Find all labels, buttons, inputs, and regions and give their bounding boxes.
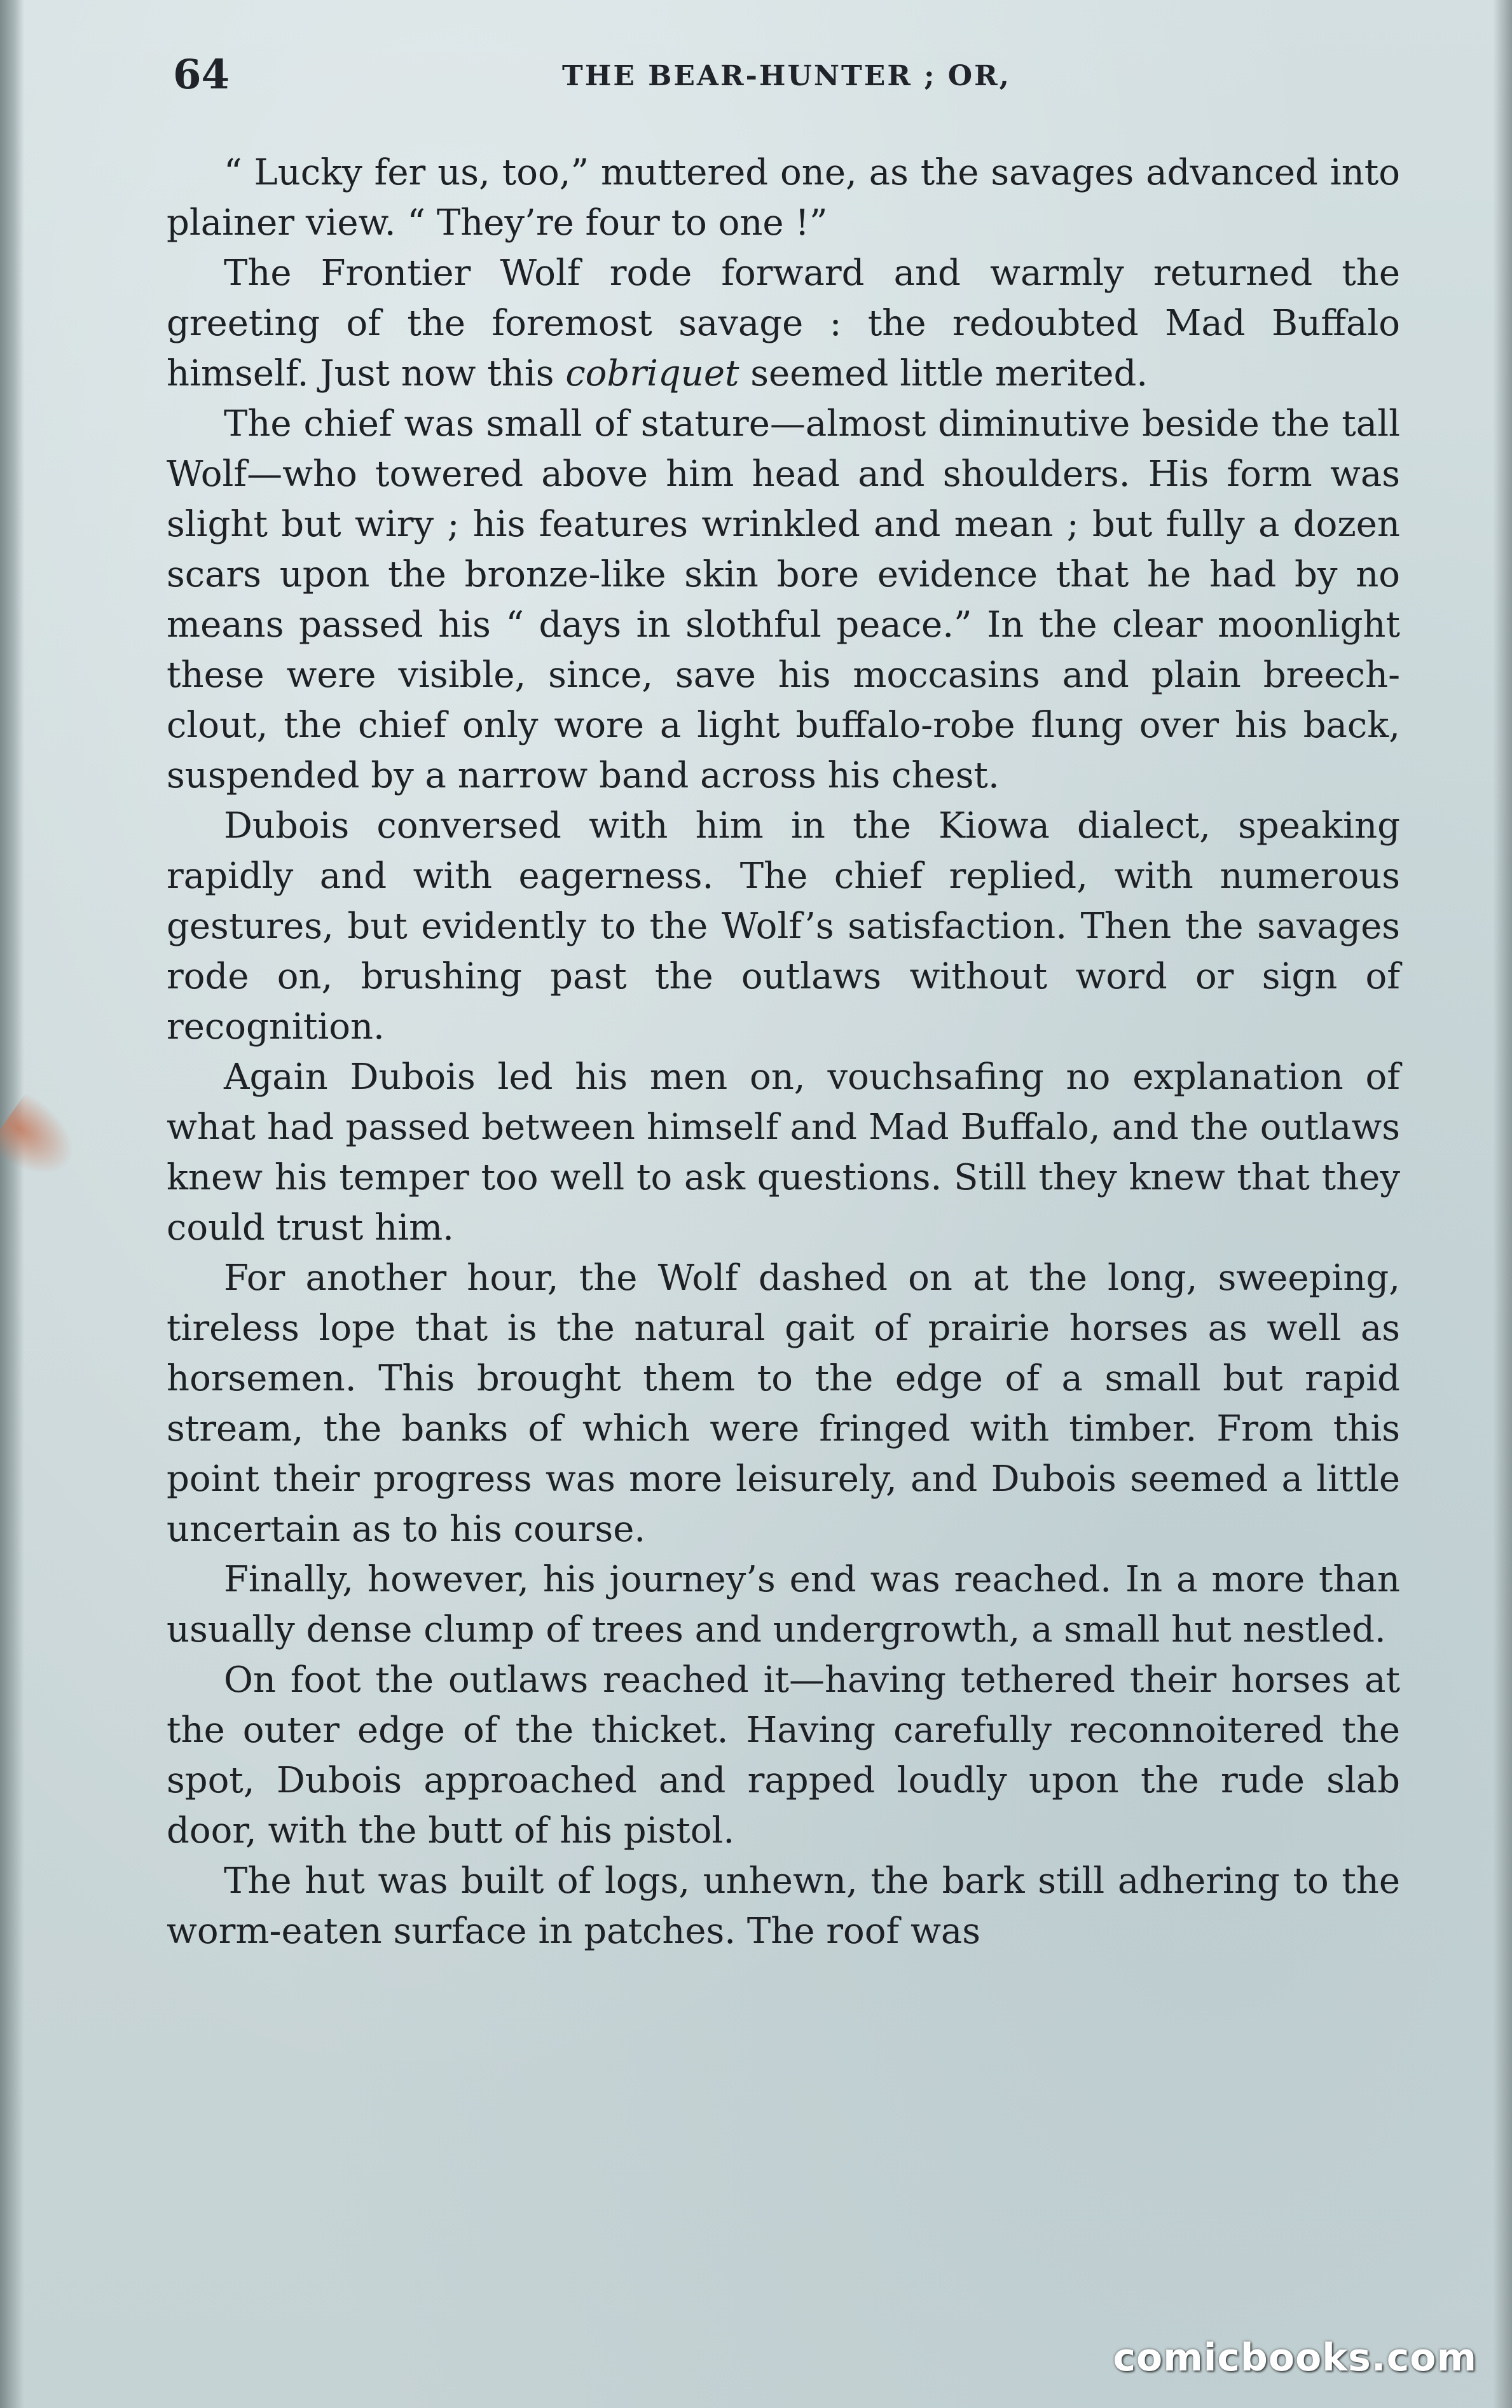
paragraph-3: The chief was small of stature—almost diminutive beside the tall Wolf—who towered above him head and shoulders. His form was slight but wiry ; his features wrinkled and mean ; but fully a dozen scars upon the bronze-like skin bore evidence that he had by no means passed his “ days in slothful peace.” In the clear moonlight these were visible, since, save his moccasins and plain breech-clout, the chief only wore a light buffalo-robe flung over his back, suspended by a narrow band across his chest.: [167, 403, 1400, 796]
running-head: [173, 51, 1400, 108]
running-title: THE BEAR-HUNTER ; OR,: [562, 60, 1011, 92]
body-text: [167, 148, 1400, 1956]
paragraph-8: On foot the outlaws reached it—having tethered their horses at the outer edge of the thicket. Having carefully reconnoitered the spot, Dubois approached and rapped loudly upon the rude slab door, with the butt of his pistol.: [167, 1659, 1400, 1851]
page-right-edge: [1493, 0, 1512, 2408]
paragraph-5: Again Dubois led his men on, vouchsafing no explanation of what had passed between himself and Mad Buffalo, and the outlaws knew his temper too well to ask questions. Still they knew that they could trust him.: [167, 1056, 1400, 1249]
page-number: 64: [173, 51, 230, 99]
paragraph-2-italic-word: cobriquet: [565, 353, 739, 394]
paragraph-1: “ Lucky fer us, too,” muttered one, as the savages advanced into plainer view. “ They’re four to one !”: [167, 152, 1400, 244]
paragraph-6: For another hour, the Wolf dashed on at the long, sweeping, tireless lope that is the natural gait of prairie horses as well as horsemen. This brought them to the edge of a small but rapid stream, the banks of which were fringed with timber. From this point their progress was more leisurely, and Dubois seemed a little uncertain as to his course.: [167, 1257, 1400, 1550]
site-watermark: comicbooks.com: [1113, 2335, 1477, 2380]
paragraph-2-text: The Frontier Wolf rode forward and warmly returned the greeting of the foremost savage : the redoubted Mad Buffalo himself. Just now this: [167, 253, 1400, 394]
paragraph-7: Finally, however, his journey’s end was reached. In a more than usually dense clump of trees and undergrowth, a small hut nestled.: [167, 1559, 1400, 1650]
paragraph-4: Dubois conversed with him in the Kiowa dialect, speaking rapidly and with eagerness. The chief replied, with numerous gestures, but evidently to the Wolf’s satisfaction. Then the savages rode on, brushing past the outlaws without word or sign of recognition.: [167, 805, 1400, 1048]
page-left-edge: [0, 0, 24, 2408]
paragraph-9: The hut was built of logs, unhewn, the bark still adhering to the worm-eaten surface in patches. The roof was: [167, 1860, 1400, 1952]
paragraph-2-tail: seemed little merited.: [750, 353, 1148, 394]
paragraph-2: [167, 248, 1400, 399]
